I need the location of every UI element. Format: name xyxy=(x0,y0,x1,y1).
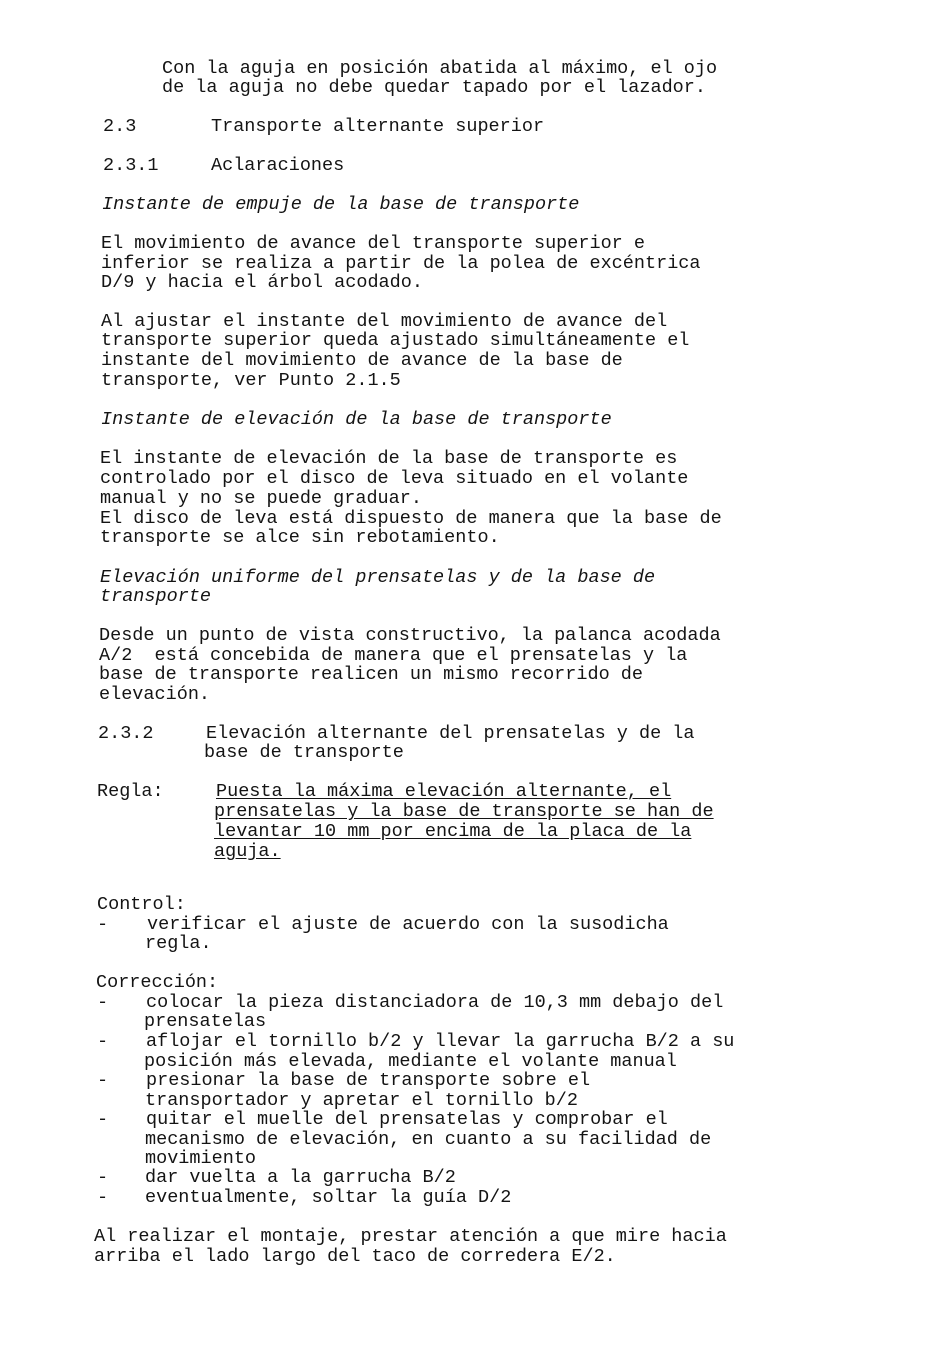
correccion-item-line: prensatelas xyxy=(144,1011,267,1032)
subheading: transporte xyxy=(100,586,212,607)
section-title: Elevación alternante del prensatelas y de la xyxy=(206,723,695,744)
correccion-item-line: movimiento xyxy=(145,1148,257,1169)
section-title: base de transporte xyxy=(204,742,404,763)
subheading: Instante de elevación de la base de transporte xyxy=(101,409,612,430)
regla-line: Puesta la máxima elevación alternante, el xyxy=(216,781,672,802)
bullet-dash: - xyxy=(97,1031,109,1052)
paragraph-line: transporte se alce sin rebotamiento. xyxy=(100,527,500,548)
control-label: Control: xyxy=(97,894,186,915)
correccion-label: Corrección: xyxy=(96,972,219,993)
section-title: Aclaraciones xyxy=(211,155,345,176)
paragraph-line: El instante de elevación de la base de transporte es xyxy=(100,448,678,469)
regla-line: prensatelas y la base de transporte se han de xyxy=(214,801,714,822)
paragraph-line: controlado por el disco de leva situado en el volante xyxy=(100,468,689,489)
intro-line: de la aguja no debe quedar tapado por el lazador. xyxy=(162,77,706,98)
intro-line: Con la aguja en posición abatida al máximo, el ojo xyxy=(162,58,718,79)
paragraph-line: arriba el lado largo del taco de corredera E/2. xyxy=(94,1246,616,1267)
regla-line: levantar 10 mm por encima de la placa de la xyxy=(214,821,692,842)
paragraph-line: El disco de leva está dispuesto de manera que la base de xyxy=(100,508,722,529)
control-item-line: regla. xyxy=(145,933,212,954)
paragraph-line: transporte, ver Punto 2.1.5 xyxy=(101,370,401,391)
paragraph-line: Al realizar el montaje, prestar atención a que mire hacia xyxy=(94,1226,727,1247)
regla-line: aguja. xyxy=(214,841,281,862)
paragraph-line: base de transporte realicen un mismo recorrido de xyxy=(99,664,643,685)
paragraph-line: Al ajustar el instante del movimiento de avance del xyxy=(101,311,668,332)
paragraph-line: D/9 y hacia el árbol acodado. xyxy=(101,272,423,293)
correccion-item-line: dar vuelta a la garrucha B/2 xyxy=(145,1167,456,1188)
correccion-item-line: posición más elevada, mediante el volante manual xyxy=(144,1051,677,1072)
bullet-dash: - xyxy=(97,914,109,935)
correccion-item-line: colocar la pieza distanciadora de 10,3 mm debajo del xyxy=(146,992,724,1013)
bullet-dash: - xyxy=(97,1167,109,1188)
regla-label: Regla: xyxy=(97,781,164,802)
control-item-line: verificar el ajuste de acuerdo con la susodicha xyxy=(147,914,669,935)
paragraph-line: elevación. xyxy=(99,684,211,705)
correccion-item-line: mecanismo de elevación, en cuanto a su facilidad de xyxy=(145,1129,712,1150)
bullet-dash: - xyxy=(97,992,109,1013)
bullet-dash: - xyxy=(97,1109,109,1130)
paragraph-line: instante del movimiento de avance de la base de xyxy=(101,350,623,371)
subheading: Instante de empuje de la base de transporte xyxy=(102,194,580,215)
paragraph-line: inferior se realiza a partir de la polea de excéntrica xyxy=(101,253,701,274)
paragraph-line: manual y no se puede graduar. xyxy=(100,488,422,509)
correccion-item-line: aflojar el tornillo b/2 y llevar la garrucha B/2 a su xyxy=(146,1031,735,1052)
section-title: Transporte alternante superior xyxy=(211,116,545,137)
section-number: 2.3.2 xyxy=(98,723,154,744)
paragraph-line: A/2 está concebida de manera que el prensatelas y la xyxy=(99,645,688,666)
bullet-dash: - xyxy=(97,1187,109,1208)
bullet-dash: - xyxy=(97,1070,109,1091)
correccion-item-line: transportador y apretar el tornillo b/2 xyxy=(145,1090,578,1111)
paragraph-line: Desde un punto de vista constructivo, la palanca acodada xyxy=(99,625,721,646)
correccion-item-line: presionar la base de transporte sobre el xyxy=(146,1070,591,1091)
correccion-item-line: eventualmente, soltar la guía D/2 xyxy=(145,1187,512,1208)
correccion-item-line: quitar el muelle del prensatelas y comprobar el xyxy=(146,1109,668,1130)
paragraph-line: El movimiento de avance del transporte superior e xyxy=(101,233,645,254)
section-number: 2.3.1 xyxy=(103,155,159,176)
section-number: 2.3 xyxy=(103,116,137,137)
paragraph-line: transporte superior queda ajustado simultáneamente el xyxy=(101,330,690,351)
subheading: Elevación uniforme del prensatelas y de la base de xyxy=(100,567,656,588)
